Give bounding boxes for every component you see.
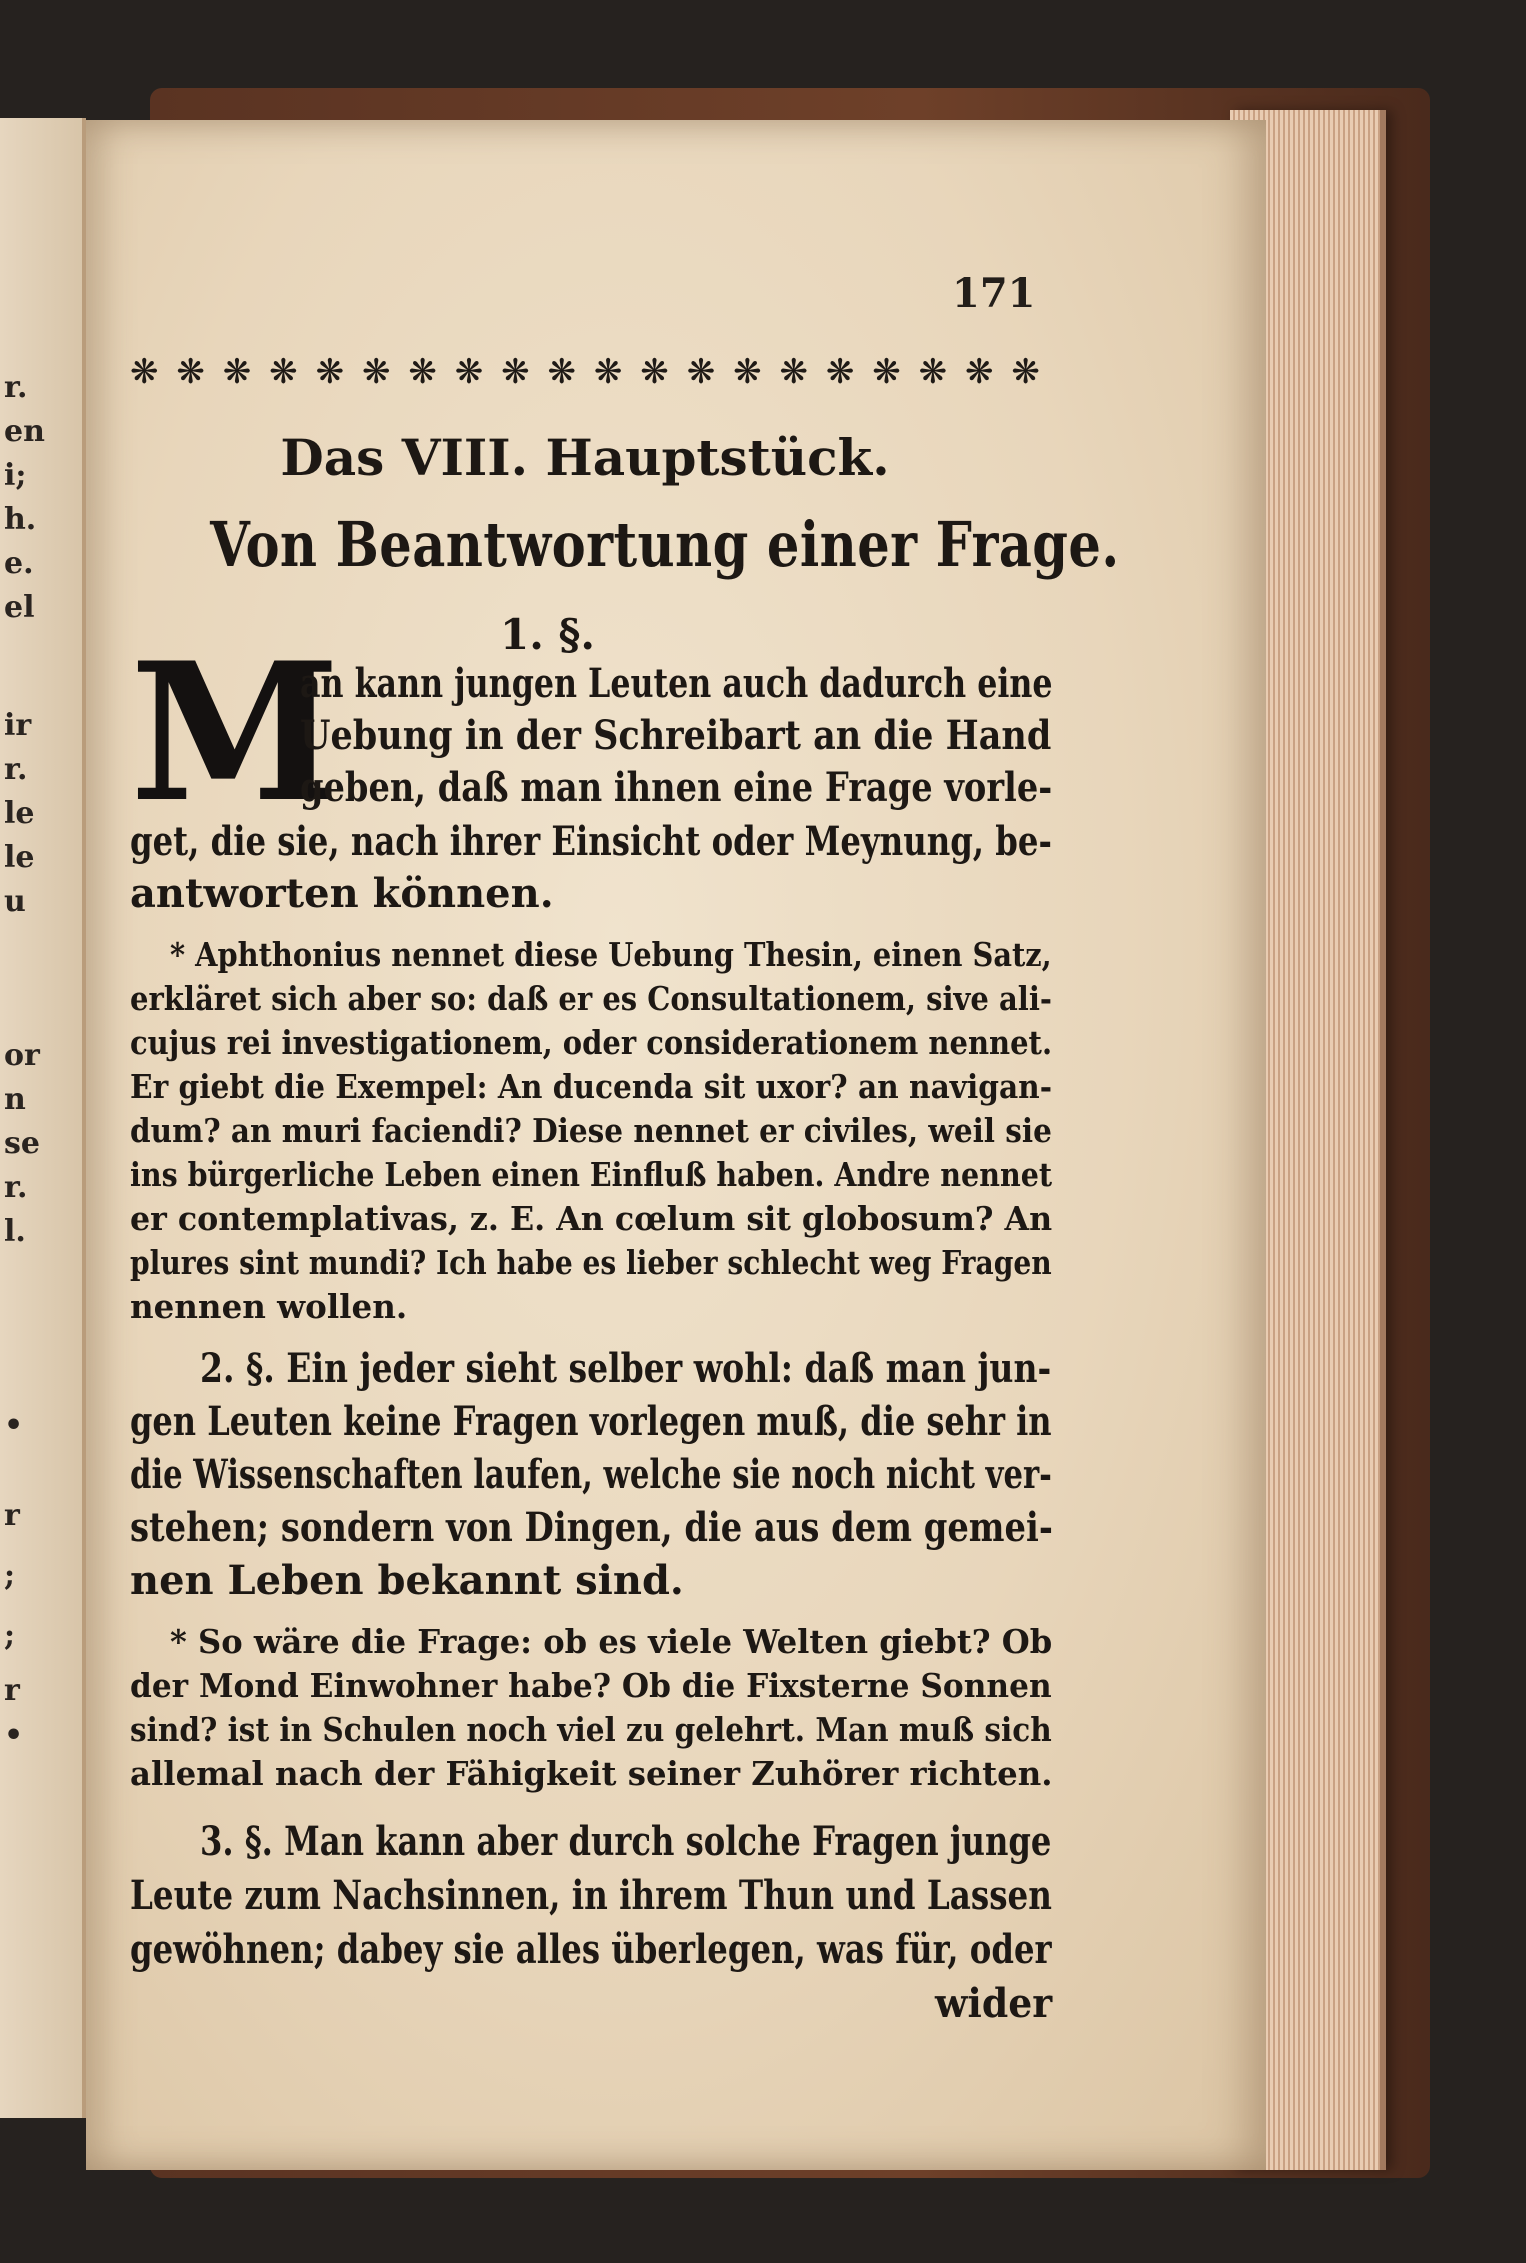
ornament-glyph: ❋	[825, 352, 855, 392]
text-line: get, die sie, nach ihrer Einsicht oder Meynung, be-	[130, 818, 1052, 865]
prev-page-fragment: r.	[4, 752, 28, 787]
text-line: die Wissenschaften laufen, welche sie noch nicht ver-	[130, 1451, 1052, 1498]
prev-page-fragment: r	[4, 1673, 20, 1708]
prev-page-fragment: ir	[4, 708, 32, 743]
prev-page-fragment: le	[4, 796, 35, 831]
ornament-glyph: ❋	[222, 352, 252, 392]
text-line: an kann jungen Leuten auch dadurch eine	[300, 660, 1053, 707]
prev-page-fragment: i;	[4, 458, 27, 493]
ornament-glyph: ❋	[501, 352, 530, 392]
prev-page-fragment: el	[4, 590, 35, 625]
text-line: nennen wollen.	[130, 1287, 408, 1326]
prev-page-fragment: e.	[4, 546, 34, 581]
text-line: dum? an muri faciendi? Diese nennet er civiles, weil sie	[130, 1111, 1052, 1150]
text-line: Leute zum Nachsinnen, in ihrem Thun und Lassen	[130, 1872, 1052, 1919]
text-line: erkläret sich aber so: daß er es Consultationem, sive ali-	[130, 979, 1052, 1018]
text-line: Er giebt die Exempel: An ducenda sit uxor? an navigan-	[130, 1067, 1053, 1106]
prev-page-fragment: ;	[4, 1618, 16, 1653]
ornament-glyph: ❋	[640, 352, 669, 392]
ornament-glyph: ❋	[872, 352, 901, 392]
text-line: nen Leben bekannt sind.	[130, 1557, 684, 1604]
text-line: ins bürgerliche Leben einen Einfluß haben. Andre nennet	[130, 1155, 1053, 1194]
text-line: 2. §. Ein jeder sieht selber wohl: daß man jun-	[200, 1345, 1052, 1392]
prev-page-fragment: l.	[4, 1214, 26, 1249]
text-line: allemal nach der Fähigkeit seiner Zuhörer richten.	[130, 1754, 1053, 1793]
prev-page-fragment: or	[4, 1038, 40, 1073]
text-line: geben, daß man ihnen eine Frage vorle-	[300, 764, 1053, 811]
prev-page-fragment: le	[4, 840, 35, 875]
ornament-glyph: ❋	[408, 352, 437, 392]
section-number: 1. §.	[500, 610, 596, 659]
chapter-heading: Das VIII. Hauptstück.	[280, 428, 890, 487]
ornament-glyph: ❋	[733, 352, 762, 392]
text-line: sind? ist in Schulen noch viel zu gelehrt. Man muß sich	[130, 1710, 1052, 1749]
chapter-title: Von Beantwortung einer Frage.	[210, 508, 1120, 581]
prev-page-fragment: •	[4, 1408, 24, 1443]
ornament-glyph: ❋	[315, 352, 345, 392]
prev-page-fragment: ;	[4, 1558, 16, 1593]
ornament-glyph: ❋	[918, 352, 948, 392]
drop-cap: M	[130, 621, 341, 844]
prev-page-fragment: u	[4, 884, 26, 919]
ornament-glyph: ❋	[1011, 352, 1040, 392]
ornament-glyph: ❋	[593, 352, 623, 392]
prev-page-fragment: •	[4, 1718, 24, 1753]
ornament-glyph: ❋	[779, 352, 808, 392]
previous-page	[0, 118, 86, 2118]
prev-page-fragment: r	[4, 1498, 20, 1533]
ornament-glyph: ❋	[176, 352, 205, 392]
text-line: der Mond Einwohner habe? Ob die Fixsterne Sonnen	[130, 1666, 1052, 1705]
text-line: stehen; sondern von Dingen, die aus dem gemei-	[130, 1504, 1053, 1551]
text-line: antworten können.	[130, 870, 554, 917]
prev-page-fragment: en	[4, 414, 45, 449]
text-line: gen Leuten keine Fragen vorlegen muß, die sehr in	[130, 1398, 1052, 1445]
prev-page-fragment: h.	[4, 502, 37, 537]
text-line: * So wäre die Frage: ob es viele Welten giebt? Ob	[170, 1622, 1053, 1661]
prev-page-fragment: n	[4, 1082, 26, 1117]
text-line: cujus rei investigationem, oder considerationem nennet.	[130, 1023, 1053, 1062]
ornament-glyph: ❋	[965, 352, 994, 392]
prev-page-fragment: r.	[4, 370, 28, 405]
catchword: wider	[935, 1980, 1053, 2027]
text-line: gewöhnen; dabey sie alles überlegen, was für, oder	[130, 1926, 1052, 1973]
ornament-glyph: ❋	[454, 352, 484, 392]
text-line: er contemplativas, z. E. An cœlum sit globosum? An	[130, 1199, 1053, 1238]
text-line: * Aphthonius nennet diese Uebung Thesin, einen Satz,	[170, 935, 1052, 974]
prev-page-fragment: se	[4, 1126, 40, 1161]
text-line: Uebung in der Schreibart an die Hand	[300, 712, 1052, 759]
prev-page-fragment: r.	[4, 1170, 28, 1205]
ornament-glyph: ❋	[269, 352, 298, 392]
ornament-divider	[130, 350, 1040, 394]
ornament-glyph: ❋	[686, 352, 716, 392]
page-number: 171	[952, 270, 1036, 317]
ornament-glyph: ❋	[130, 352, 159, 392]
ornament-glyph: ❋	[361, 352, 391, 392]
text-line: plures sint mundi? Ich habe es lieber schlecht weg Fragen	[130, 1243, 1052, 1282]
ornament-glyph: ❋	[547, 352, 577, 392]
text-line: 3. §. Man kann aber durch solche Fragen junge	[200, 1818, 1052, 1865]
